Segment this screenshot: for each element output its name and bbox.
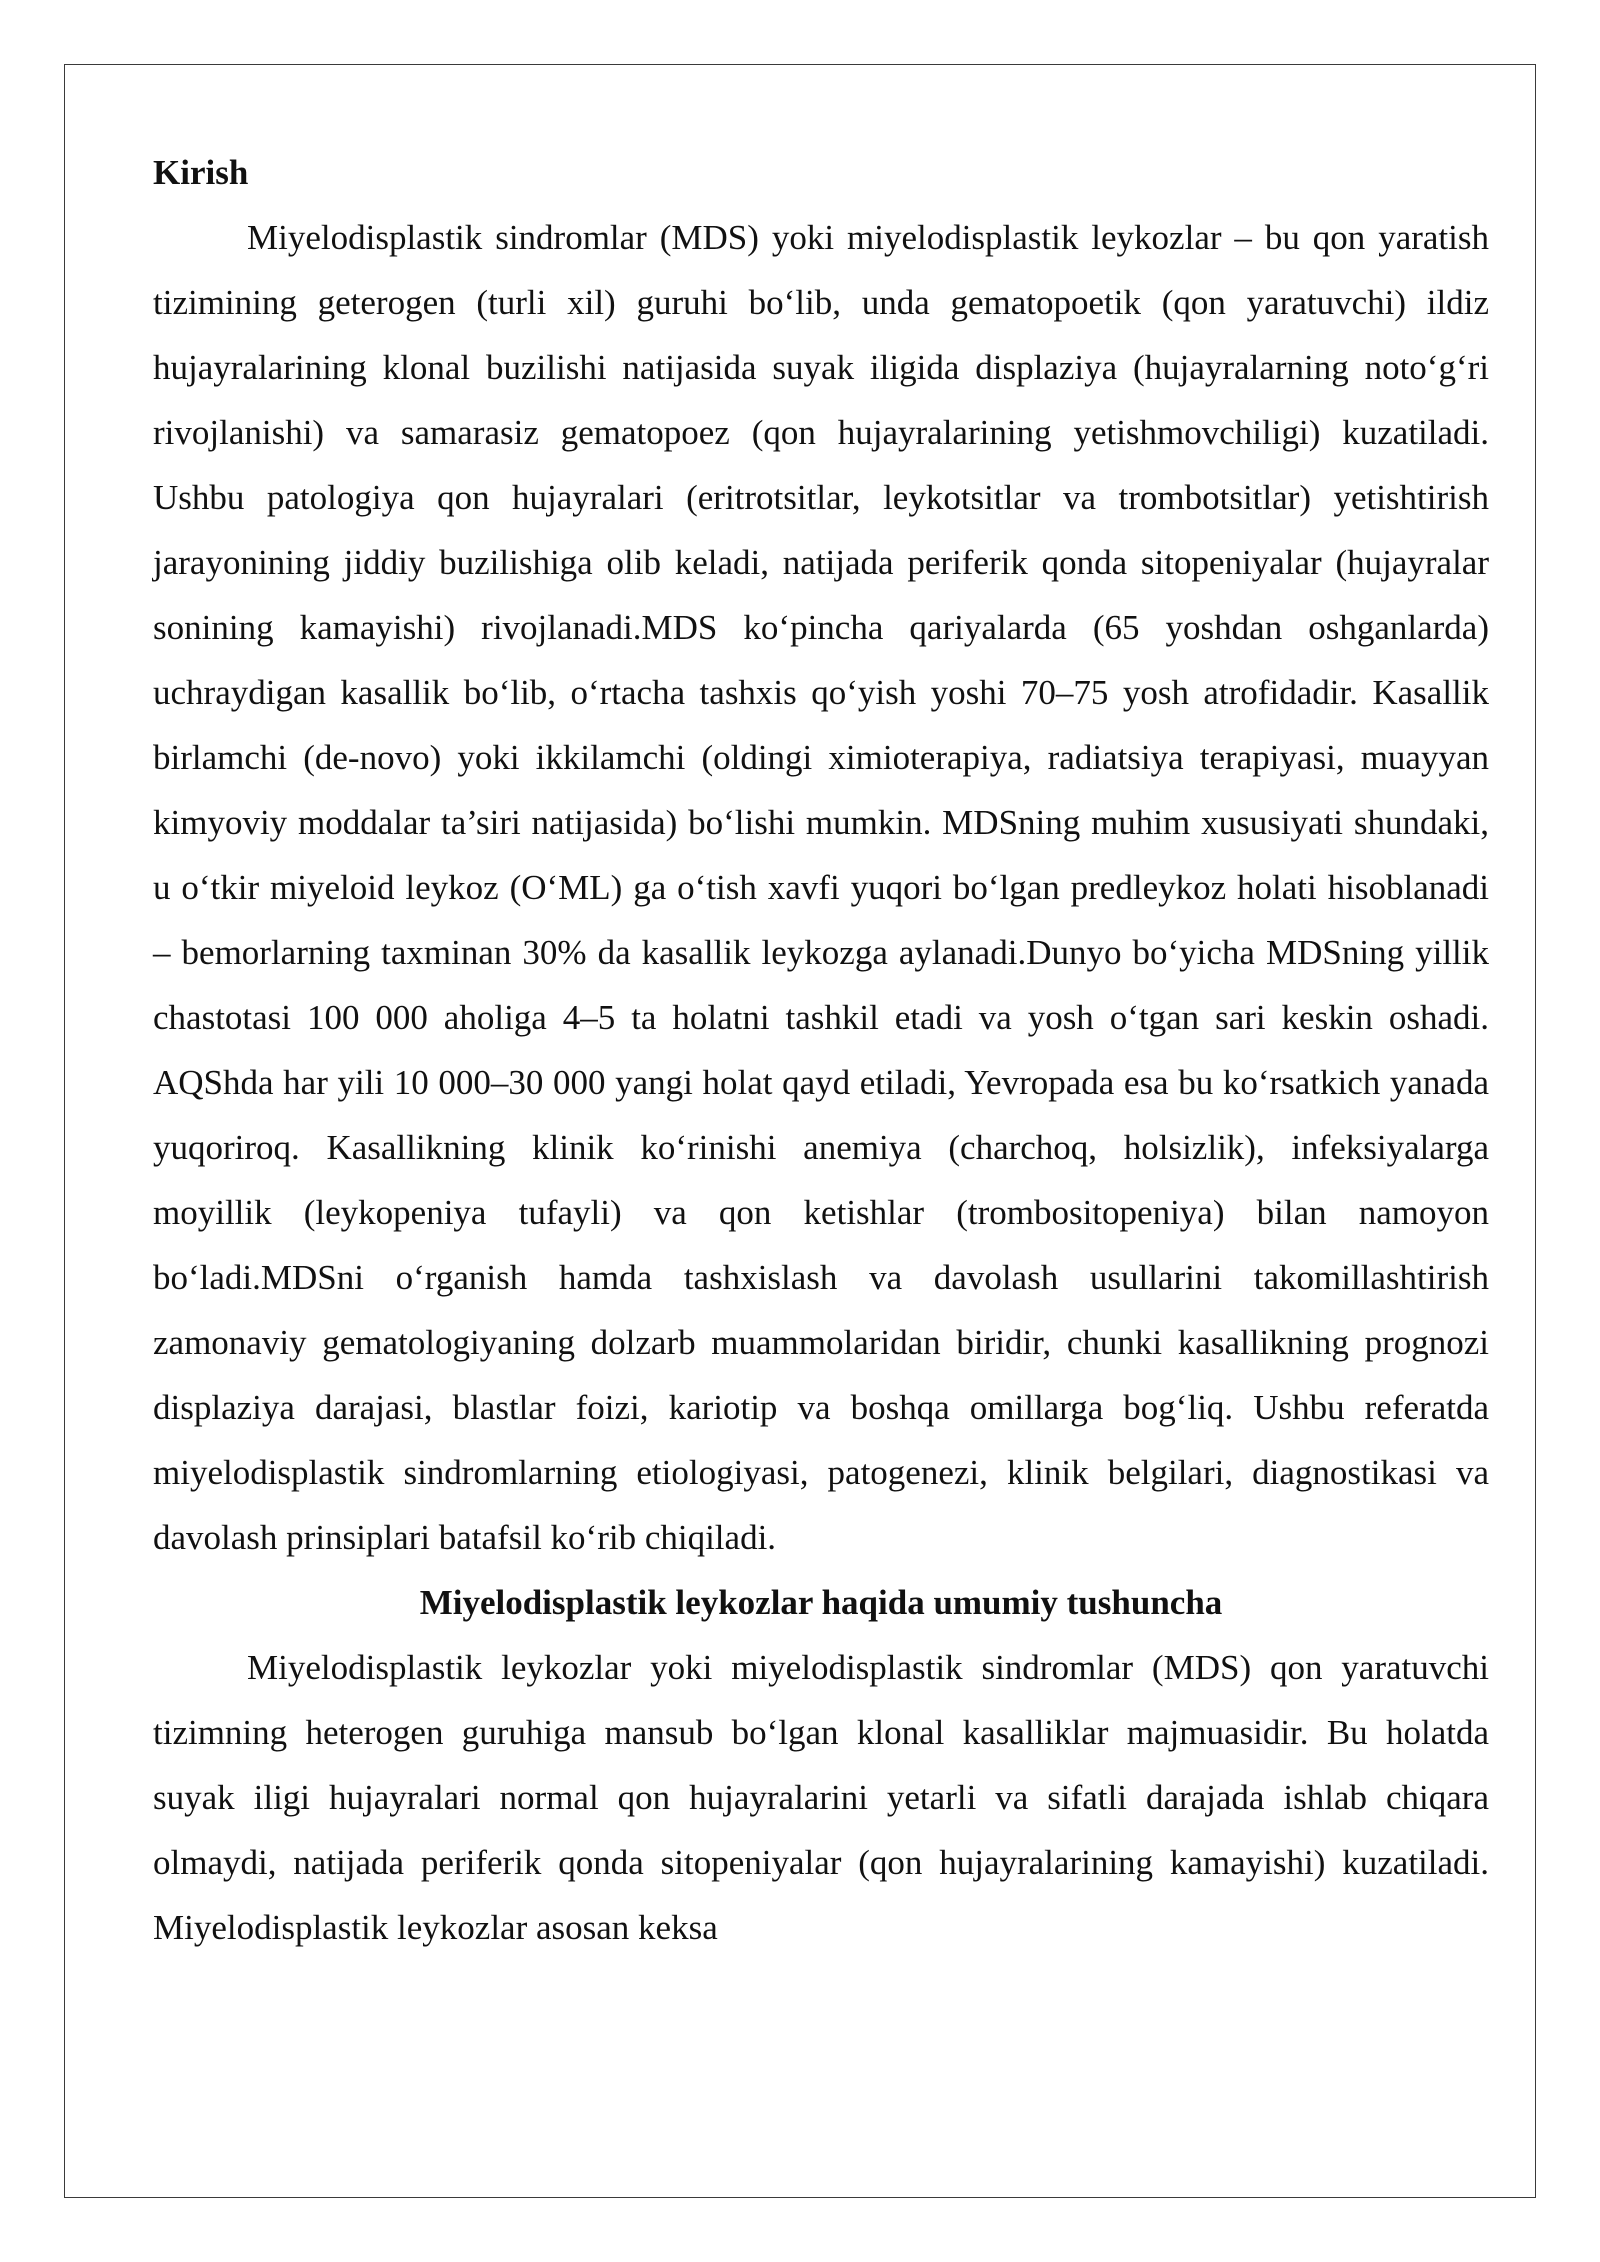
document-body bbox=[153, 140, 1489, 1960]
section-heading-general-concept: Miyelodisplastik leykozlar haqida umumiy tushuncha bbox=[419, 1583, 1223, 1622]
paragraph-general-concept: Miyelodisplastik leykozlar yoki miyelodisplastik sindromlar (MDS) qon yaratuvchi tizimning heterogen guruhiga mansub bo‘lgan klonal kasalliklar majmuasidir. Bu holatda suyak iligi hujayralari normal qon hujayralarini yetarli va sifatli darajada ishlab chiqara olmaydi, natijada periferik qonda sitopeniyalar (qon hujayralarining kamayishi) kuzatiladi. Miyelodisplastik leykozlar asosan keksa bbox=[153, 1648, 1489, 1947]
section-heading-kirish: Kirish bbox=[153, 153, 249, 192]
paragraph-introduction: Miyelodisplastik sindromlar (MDS) yoki miyelodisplastik leykozlar – bu qon yaratish tizimining geterogen (turli xil) guruhi bo‘lib, unda gematopoetik (qon yaratuvchi) ildiz hujayralarining klonal buzilishi natijasida suyak iligida displaziya (hujayralarning noto‘g‘ri rivojlanishi) va samarasiz gematopoez (qon hujayralarining yetishmovchiligi) kuzatiladi. Ushbu patologiya qon hujayralari (eritrotsitlar, leykotsitlar va trombotsitlar) yetishtirish jarayonining jiddiy buzilishiga olib keladi, natijada periferik qonda sitopeniyalar (hujayralar sonining kamayishi) rivojlanadi.MDS ko‘pincha qariyalarda (65 yoshdan oshganlarda) uchraydigan kasallik bo‘lib, o‘rtacha tashxis qo‘yish yoshi 70–75 yosh atrofidadir. Kasallik birlamchi (de-novo) yoki ikkilamchi (oldingi ximioterapiya, radiatsiya terapiyasi, muayyan kimyoviy moddalar ta’siri natijasida) bo‘lishi mumkin. MDSning muhim xususiyati shundaki, u o‘tkir miyeloid leykoz (O‘ML) ga o‘tish xavfi yuqori bo‘lgan predleykoz holati hisoblanadi – bemorlarning taxminan 30% da kasallik leykozga aylanadi.Dunyo bo‘yicha MDSning yillik chastotasi 100 000 aholiga 4–5 ta holatni tashkil etadi va yosh o‘tgan sari keskin oshadi. AQShda har yili 10 000–30 000 yangi holat qayd etiladi, Yevropada esa bu ko‘rsatkich yanada yuqoriroq. Kasallikning klinik ko‘rinishi anemiya (charchoq, holsizlik), infeksiyalarga moyillik (leykopeniya tufayli) va qon ketishlar (trombositopeniya) bilan namoyon bo‘ladi.MDSni o‘rganish hamda tashxislash va davolash usullarini takomillashtirish zamonaviy gematologiyaning dolzarb muammolaridan biridir, chunki kasallikning prognozi displaziya darajasi, blastlar foizi, kariotip va boshqa omillarga bog‘liq. Ushbu referatda miyelodisplastik sindromlarning etiologiyasi, patogenezi, klinik belgilari, diagnostikasi va davolash prinsiplari batafsil ko‘rib chiqiladi. bbox=[153, 218, 1489, 1557]
